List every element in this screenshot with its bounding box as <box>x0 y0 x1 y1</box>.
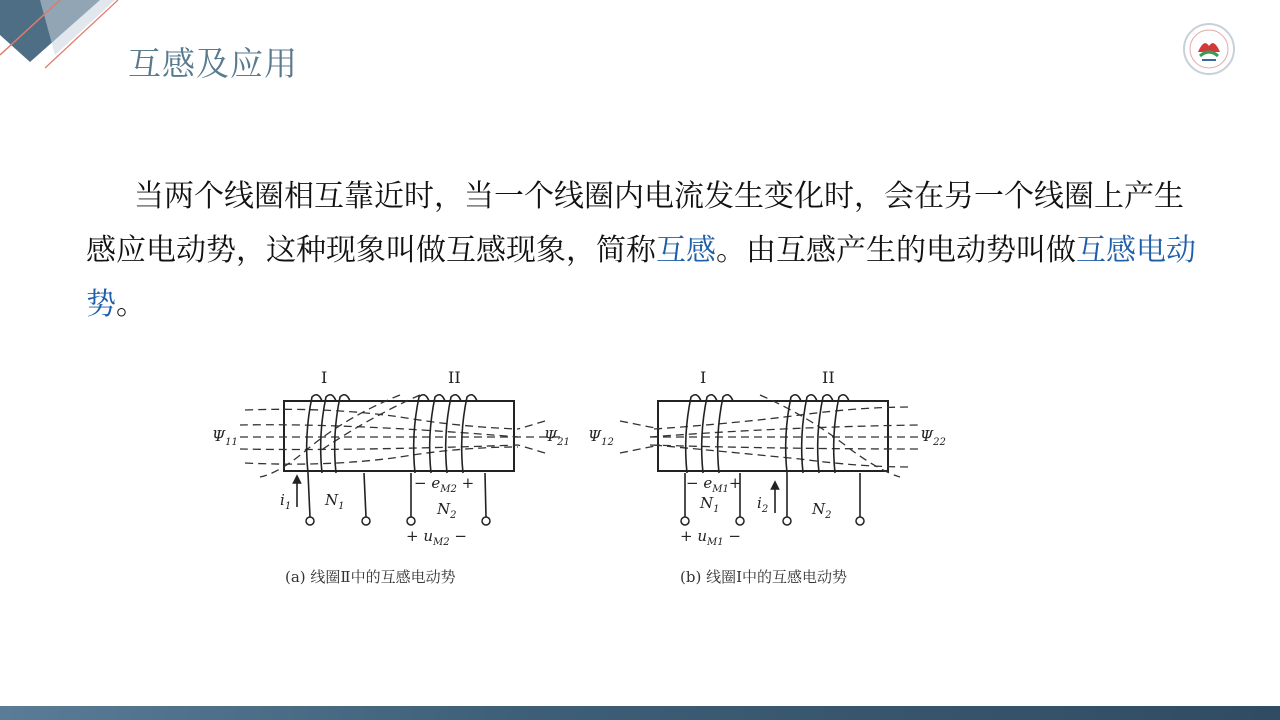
university-logo-icon <box>1180 22 1238 76</box>
emf-eM2-label: − $e_{M2}$ + <box>414 474 475 495</box>
n1-label-b: $N_1$ <box>700 494 720 515</box>
term-mutual-inductance: 互感 <box>656 233 716 268</box>
caption-a: (a) 线圈Ⅱ中的互感电动势 <box>285 568 456 586</box>
term-mutual-emf: 互感电动势 <box>86 233 1196 322</box>
psi-22-label: $\Psi_{22}$ <box>920 427 946 448</box>
voltage-uM1-label: + $u_{M1}$ − <box>680 527 741 548</box>
current-i2-label: $i_2$ <box>757 494 769 515</box>
n2-label-b: $N_2$ <box>812 500 832 521</box>
coil-label-a-1: I <box>321 368 328 387</box>
coil-label-b-1: I <box>700 368 707 387</box>
page-title: 互感及应用 <box>128 44 298 83</box>
current-i1-label: $i_1$ <box>280 491 292 512</box>
emf-eM1-label: − $e_{M1}+$ <box>686 474 742 495</box>
n1-label-a: $N_1$ <box>325 491 345 512</box>
psi-21-label: $\Psi_{21}$ <box>544 427 570 448</box>
paragraph-text-1: 当两个线圈相互靠近时，当一个线圈内电流发生变化时，会在另一个线圈上产生感应电动势，这种现象叫做互感现象，简称 <box>86 179 1184 268</box>
corner-decoration <box>0 0 140 100</box>
bottom-bar <box>0 706 1280 720</box>
paragraph-text-2: 。由互感产生的电动势叫做 <box>716 233 1076 268</box>
diagram-b <box>588 368 946 586</box>
intro-paragraph <box>86 170 1206 332</box>
n2-label-a: $N_2$ <box>437 500 457 521</box>
mutual-inductance-diagram <box>200 355 980 600</box>
psi-11-label: $\Psi_{11}$ <box>212 427 238 448</box>
voltage-uM2-label: + $u_{M2}$ − <box>406 527 467 548</box>
coil-label-b-2: II <box>822 368 835 387</box>
psi-12-label: $\Psi_{12}$ <box>588 427 614 448</box>
caption-b: (b) 线圈Ⅰ中的互感电动势 <box>680 568 848 586</box>
diagram-a <box>212 368 570 586</box>
paragraph-text-3: 。 <box>116 287 146 322</box>
coil-label-a-2: II <box>448 368 461 387</box>
